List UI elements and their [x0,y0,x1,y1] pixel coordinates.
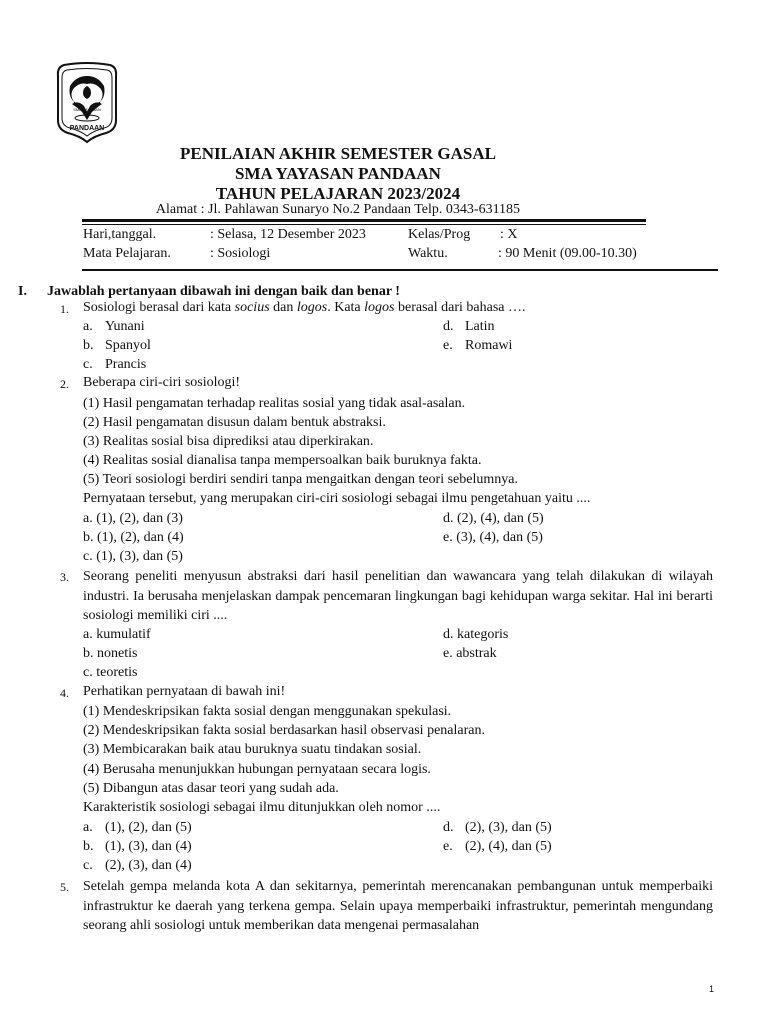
question-4-stem: Karakteristik sosiologi sebagai ilmu ditunjukkan oleh nomor .... [83,800,441,815]
section-title: Jawablah pertanyaan dibawah ini dengan baik dan benar ! [47,284,400,299]
option-d: d. Latin [443,319,495,334]
question-number: 2. [60,377,69,391]
option-a: a. (1), (2), dan (5) [83,820,192,835]
logo-small-text: SMA YAYASAN [73,107,101,112]
header-rule-thin [82,224,646,225]
option-d: d. (2), (4), dan (5) [443,511,544,526]
page-number: 1 [709,984,715,994]
option-c: c. (1), (3), dan (5) [83,549,183,564]
option-e: e. Romawi [443,338,513,353]
option-d: d. kategoris [443,627,509,642]
question-4-text: Perhatikan pernyataan di bawah ini! [83,684,286,699]
meta-rule [82,269,718,271]
question-number: 1. [60,302,69,316]
statement-item: (5) Dibangun atas dasar teori yang sudah ada. [83,781,339,796]
statement-item: (4) Realitas sosial dianalisa tanpa mempersoalkan baik buruknya fakta. [83,453,482,468]
school-address: Alamat : Jl. Pahlawan Sunaryo No.2 Pandaan Telp. 0343-631185 [155,202,521,217]
question-2-stem: Pernyataan tersebut, yang merupakan ciri-ciri sosiologi sebagai ilmu pengetahuan yaitu .... [83,491,591,506]
statement-item: (1) Hasil pengamatan terhadap realitas sosial yang tidak asal-asalan. [83,396,466,411]
question-5-text: Setelah gempa melanda kota A dan sekitarnya, pemerintah merencanakan pembangunan untuk memperbaiki infrastruktur ke daerah yang terkena gempa. Selain upaya memperbaiki infrastruktur, pemerintah mengundang seorang ahli sosiologi untuk memberikan data mengenai permasalahan [83,879,713,933]
option-d: d. (2), (3), dan (5) [443,820,552,835]
option-a: a. (1), (2), dan (3) [83,511,183,526]
option-c: c. Prancis [83,357,147,372]
statement-item: (2) Mendeskripsikan fakta sosial berdasarkan hasil observasi penalaran. [83,723,485,738]
option-a: a. Yunani [83,319,145,334]
class-label: Kelas/Prog [408,227,471,242]
time-value: : 90 Menit (09.00-10.30) [498,246,637,261]
option-b: b. Spanyol [83,338,151,353]
question-number: 4. [60,686,69,700]
day-date-label: Hari,tanggal. [83,227,157,242]
school-name: SMA YAYASAN PANDAAN [235,164,441,183]
section-roman: I. [18,284,27,299]
option-e: e. (3), (4), dan (5) [443,530,543,545]
option-e: e. abstrak [443,646,497,661]
subject-value: : Sosiologi [210,246,271,261]
question-3-text: Seorang peneliti menyusun abstraksi dari hasil penelitian dan wawancara yang telah dilakukan di wilayah industri. Ia berusaha menjelaskan dampak pencemaran lingkungan bagi kehidupan warga sekitar. Hal ini berarti sosiologi memiliki ciri .... [83,569,713,623]
question-2-text: Beberapa ciri-ciri sosiologi! [83,375,241,390]
statement-item: (1) Mendeskripsikan fakta sosial dengan menggunakan spekulasi. [83,704,452,719]
option-b: b. (1), (2), dan (4) [83,530,184,545]
statement-item: (3) Membicarakan baik atau buruknya suatu tindakan sosial. [83,742,422,757]
option-c: c. (2), (3), dan (4) [83,858,192,873]
option-c: c. teoretis [83,665,138,680]
option-e: e. (2), (4), dan (5) [443,839,552,854]
statement-item: (4) Berusaha menunjukkan hubungan pernyataan secara logis. [83,762,431,777]
academic-year: TAHUN PELAJARAN 2023/2024 [215,184,461,203]
class-value: : X [500,227,518,242]
logo-text: PANDAAN [69,125,105,132]
statement-item: (3) Realitas sosial bisa diprediksi atau diperkirakan. [83,434,374,449]
option-b: b. nonetis [83,646,138,661]
statement-item: (5) Teori sosiologi berdiri sendiri tanpa mengaitkan dengan teori sebelumnya. [83,472,518,487]
question-number: 5. [60,880,69,894]
time-label: Waktu. [408,246,448,261]
option-b: b. (1), (3), dan (4) [83,839,192,854]
exam-title: PENILAIAN AKHIR SEMESTER GASAL [180,144,496,163]
option-a: a. kumulatif [83,627,151,642]
header-rule-thick [82,219,646,222]
day-date-value: : Selasa, 12 Desember 2023 [210,227,366,242]
question-1-text: Sosiologi berasal dari kata socius dan logos. Kata logos berasal dari bahasa …. [83,300,526,315]
subject-label: Mata Pelajaran. [83,246,171,261]
question-number: 3. [60,570,69,584]
statement-item: (2) Hasil pengamatan disusun dalam bentuk abstraksi. [83,415,386,430]
school-logo [54,62,120,144]
